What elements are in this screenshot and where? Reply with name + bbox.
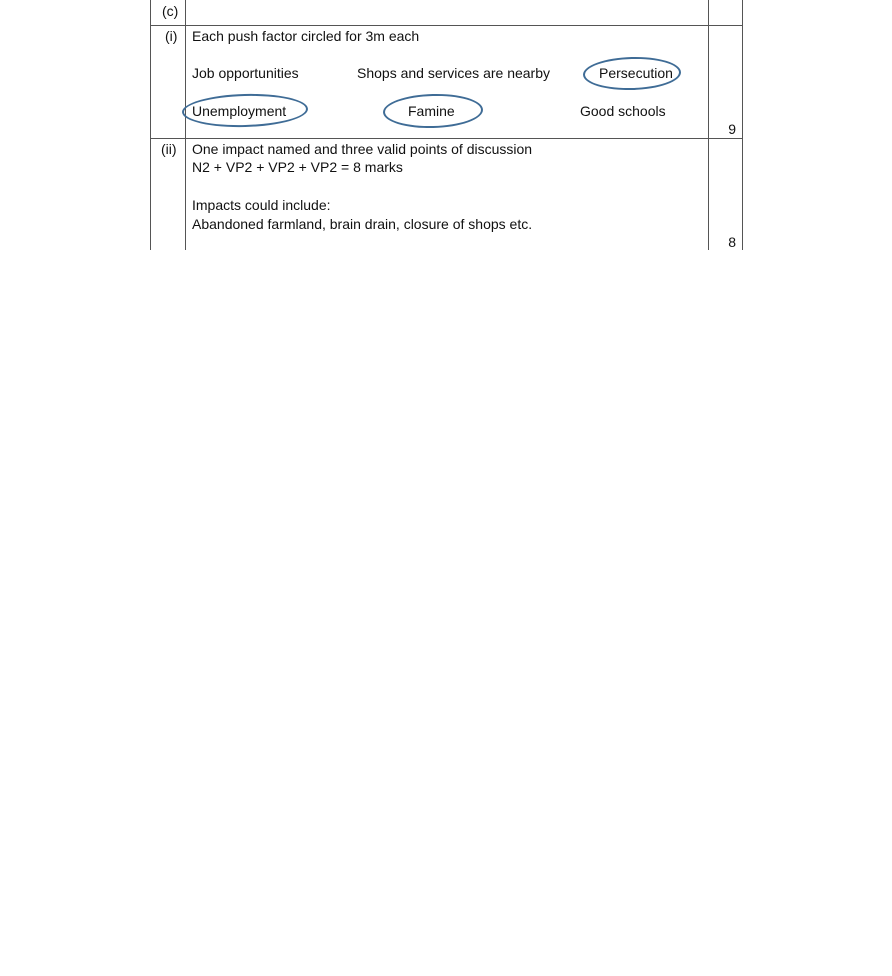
option-persecution: Persecution	[599, 65, 673, 81]
criteria-line: One impact named and three valid points of discussion	[192, 141, 533, 157]
option-job-opportunities: Job opportunities	[192, 65, 299, 81]
table-left-border	[150, 0, 151, 250]
table-right-border	[742, 0, 743, 250]
option-unemployment: Unemployment	[192, 103, 287, 119]
option-famine: Famine	[408, 103, 455, 119]
impacts-list: Abandoned farmland, brain drain, closure of shops etc.	[192, 216, 533, 232]
unemployment-circle-mark	[182, 92, 309, 128]
marks-breakdown: N2 + VP2 + VP2 + VP2 = 8 marks	[192, 159, 403, 175]
part-label-i: (i)	[165, 28, 178, 44]
marks-ii: 8	[728, 234, 736, 250]
option-shops-services: Shops and services are nearby	[357, 65, 550, 81]
label-column-divider	[185, 0, 186, 250]
instruction-text: Each push factor circled for 3m each	[192, 28, 420, 44]
row-divider-i	[150, 138, 743, 139]
part-label-ii: (ii)	[161, 141, 177, 157]
option-good-schools: Good schools	[580, 103, 666, 119]
part-label-c: (c)	[162, 3, 179, 19]
marks-i: 9	[728, 121, 736, 137]
row-divider-c	[150, 25, 743, 26]
persecution-circle-mark	[583, 56, 682, 92]
impacts-heading: Impacts could include:	[192, 197, 331, 213]
famine-circle-mark	[383, 93, 484, 130]
